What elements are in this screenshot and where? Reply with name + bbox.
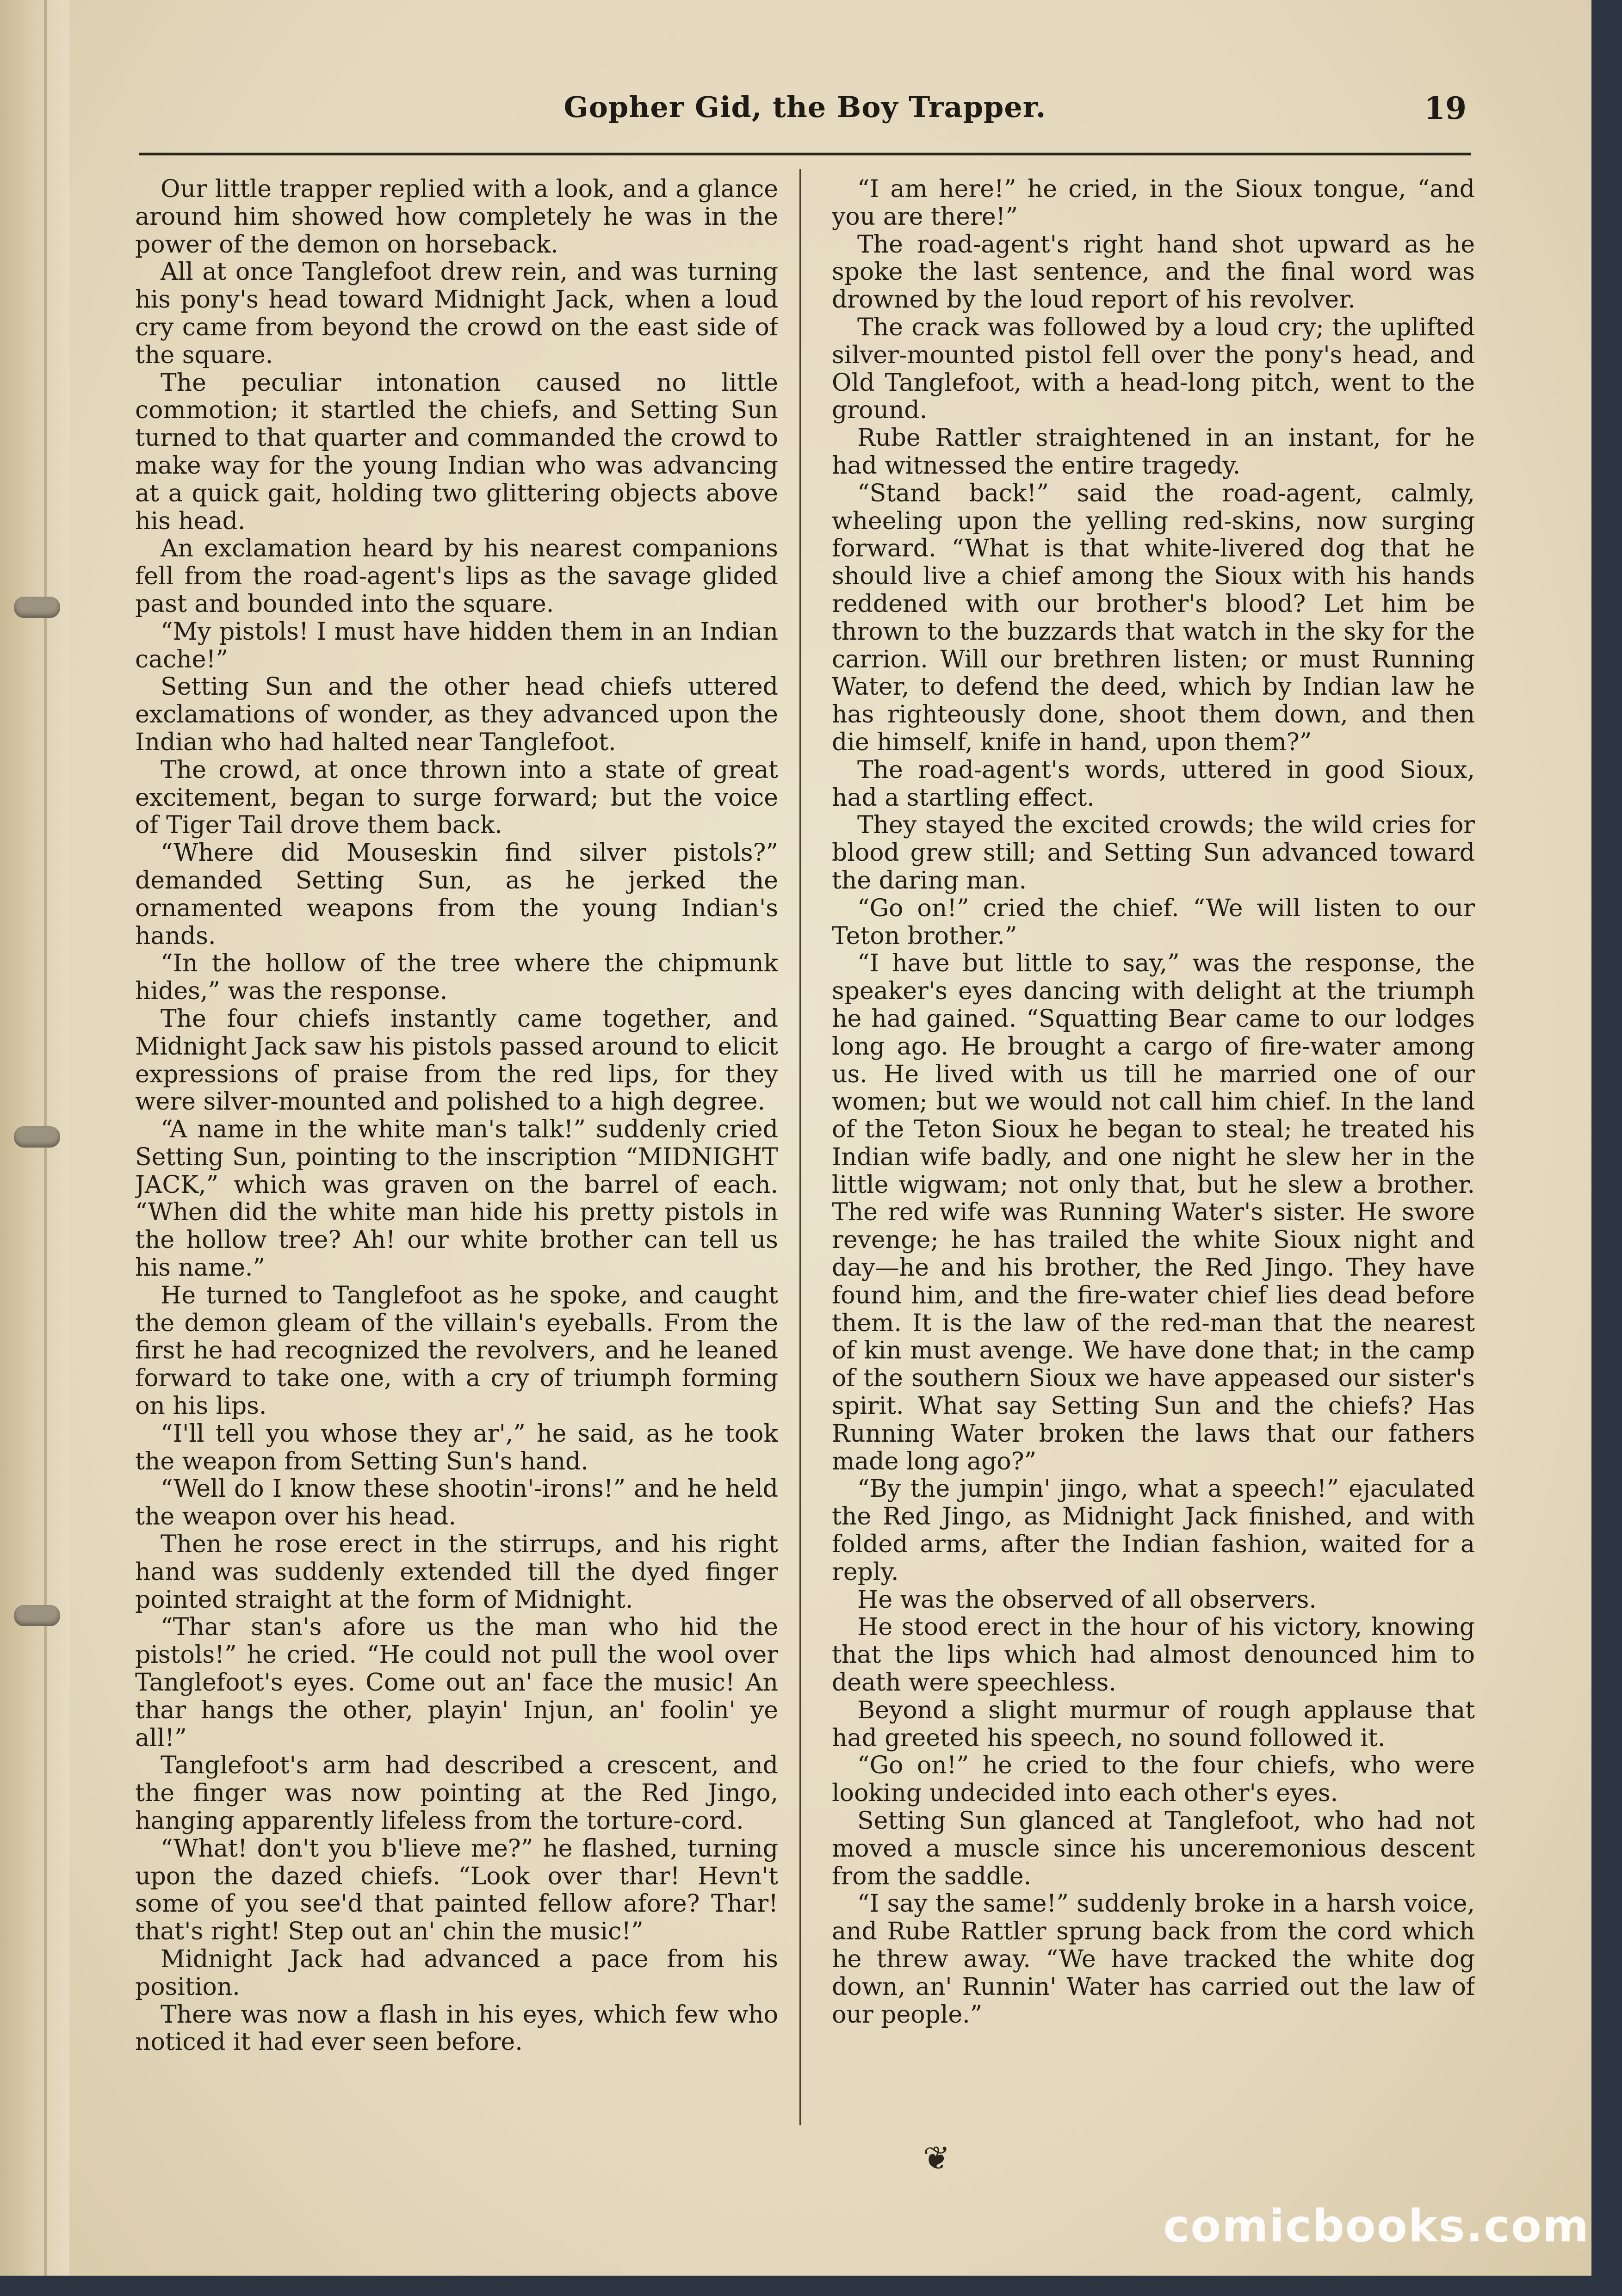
- paragraph: An exclamation heard by his nearest companions fell from the road-agent's lips as the savage glided past and bounded into the square.: [135, 535, 778, 618]
- paragraph: They stayed the excited crowds; the wild cries for blood grew still; and Setting Sun advanced toward the daring man.: [832, 811, 1475, 895]
- paragraph: “What! don't you b'lieve me?” he flashed, turning upon the dazed chiefs. “Look over thar! Hevn't some of you see'd that painted fellow afore? Thar! that's right! Step out an' chin the music!”: [135, 1834, 778, 1946]
- header-rule: [139, 153, 1471, 155]
- paragraph: “I'll tell you whose they ar',” he said, as he took the weapon from Setting Sun's hand.: [135, 1420, 778, 1475]
- right-column: [832, 176, 1475, 2142]
- paragraph: Then he rose erect in the stirrups, and his right hand was suddenly extended till the dyed finger pointed straight at the form of Midnight.: [135, 1531, 778, 1614]
- paragraph: “Go on!” cried the chief. “We will listen to our Teton brother.”: [832, 894, 1475, 950]
- paragraph: “Stand back!” said the road-agent, calmly, wheeling upon the yelling red-skins, now surging forward. “What is that white-livered dog that he should live a chief among the Sioux with his hands reddened with our brother's blood? Let him be thrown to the buzzards that watch in the sky for the carrion. Will our brethren listen; or must Running Water, to defend the deed, which by Indian law he has righteously done, shoot them down, and then die himself, knife in hand, upon them?”: [832, 479, 1475, 756]
- staple: [14, 1126, 60, 1148]
- paragraph: Setting Sun and the other head chiefs uttered exclamations of wonder, as they advanced upon the Indian who had halted near Tanglefoot.: [135, 673, 778, 756]
- paragraph: The crowd, at once thrown into a state of great excitement, began to surge forward; but the voice of Tiger Tail drove them back.: [135, 756, 778, 839]
- paragraph: He was the observed of all observers.: [857, 1586, 1317, 1614]
- paragraph: “Where did Mouseskin find silver pistols?” demanded Setting Sun, as he jerked the ornamented weapons from the young Indian's hands.: [135, 839, 778, 950]
- paragraph: All at once Tanglefoot drew rein, and was turning his pony's head toward Midnight Jack, when a loud cry came from beyond the crowd on the east side of the square.: [135, 258, 778, 369]
- paragraph: There was now a flash in his eyes, which few who noticed it had ever seen before.: [135, 2000, 778, 2056]
- paragraph: “I say the same!” suddenly broke in a harsh voice, and Rube Rattler sprung back from the cord which he threw away. “We have tracked the white dog down, an' Runnin' Water has carried out the law of our people.”: [832, 1890, 1475, 2029]
- paragraph: Tanglefoot's arm had described a crescent, and the finger was now pointing at the Red Jingo, hanging apparently lifeless from the torture-cord.: [135, 1752, 778, 1835]
- paragraph: “I am here!” he cried, in the Sioux tongue, “and you are there!”: [832, 176, 1475, 231]
- staple: [14, 1605, 60, 1626]
- running-title: Gopher Gid, the Boy Trapper.: [563, 90, 1046, 124]
- paragraph: The road-agent's words, uttered in good Sioux, had a startling effect.: [832, 756, 1475, 812]
- paragraph: “Thar stan's afore us the man who hid the pistols!” he cried. “He could not pull the wool over Tanglefoot's eyes. Come out an' face the music! An thar hangs the other, playin' Injun, an' foolin' ye all!”: [135, 1613, 778, 1752]
- left-column: [135, 176, 778, 2142]
- watermark: comicbooks.com: [1163, 2200, 1590, 2252]
- paragraph: Setting Sun glanced at Tanglefoot, who had not moved a muscle since his unceremonious descent from the saddle.: [832, 1807, 1475, 1890]
- paragraph: The peculiar intonation caused no little commotion; it startled the chiefs, and Setting Sun turned to that quarter and commanded the crowd to make way for the young Indian who was advancing at a quick gait, holding two glittering objects above his head.: [135, 369, 778, 535]
- paragraph: “Go on!” he cried to the four chiefs, who were looking undecided into each other's eyes.: [832, 1752, 1475, 1808]
- paragraph: The crack was followed by a loud cry; the uplifted silver-mounted pistol fell over the pony's head, and Old Tanglefoot, with a head-long pitch, went to the ground.: [832, 313, 1475, 425]
- fleuron-ornament: ❦: [923, 2139, 950, 2177]
- paragraph: He stood erect in the hour of his victory, knowing that the lips which had almost denounced him to death were speechless.: [832, 1613, 1475, 1697]
- staple: [14, 597, 60, 618]
- paragraph: The road-agent's right hand shot upward as he spoke the last sentence, and the final word was drowned by the loud report of his revolver.: [832, 230, 1475, 314]
- paragraph: “I have but little to say,” was the response, the speaker's eyes dancing with delight at the triumph he had gained. “Squatting Bear came to our lodges long ago. He brought a cargo of fire-water among us. He lived with us till he married one of our women; but we would not call him chief. In the land of the Teton Sioux he began to steal; he treated his Indian wife badly, and one night he slew her in the little wigwam; not only that, but he slew a brother. The red wife was Running Water's sister. He swore revenge; he has trailed the white Sioux night and day—he and his brother, the Red Jingo. They have found him, and the fire-water chief lies dead before them. It is the law of the red-man that the nearest of kin must avenge. We have done that; in the camp of the southern Sioux we have appeased our sister's spirit. What say Setting Sun and the chiefs? Has Running Water broken the laws that our fathers made long ago?”: [832, 950, 1475, 1475]
- paragraph: Our little trapper replied with a look, and a glance around him showed how completely he was in the power of the demon on horseback.: [135, 176, 778, 259]
- paragraph: Rube Rattler straightened in an instant, for he had witnessed the entire tragedy.: [832, 424, 1475, 480]
- paragraph: “In the hollow of the tree where the chipmunk hides,” was the response.: [135, 950, 778, 1006]
- paragraph: “By the jumpin' jingo, what a speech!” ejaculated the Red Jingo, as Midnight Jack finished, and with folded arms, after the Indian fashion, waited for a reply.: [832, 1475, 1475, 1586]
- paragraph: He turned to Tanglefoot as he spoke, and caught the demon gleam of the villain's eyeballs. From the first he had recognized the revolvers, and he leaned forward to take one, with a cry of triumph forming on his lips.: [135, 1281, 778, 1420]
- paragraph: “My pistols! I must have hidden them in an Indian cache!”: [135, 617, 778, 673]
- page-number: 19: [1424, 90, 1467, 126]
- running-header: [143, 90, 1467, 141]
- paragraph: Beyond a slight murmur of rough applause that had greeted his speech, no sound followed it.: [832, 1696, 1475, 1752]
- paragraph: Midnight Jack had advanced a pace from his position.: [135, 1945, 778, 2001]
- paragraph: “Well do I know these shootin'-irons!” and he held the weapon over his head.: [135, 1475, 778, 1531]
- paragraph: The four chiefs instantly came together, and Midnight Jack saw his pistols passed around to elicit expressions of praise from the red lips, for they were silver-mounted and polished to a high degree.: [135, 1005, 778, 1116]
- page-binding: [0, 0, 69, 2276]
- paragraph: “A name in the white man's talk!” suddenly cried Setting Sun, pointing to the inscription “MIDNIGHT JACK,” which was graven on the barrel of each. “When did the white man hide his pretty pistols in the hollow tree? Ah! our white brother can tell us his name.”: [135, 1116, 778, 1282]
- column-divider: [799, 169, 801, 2125]
